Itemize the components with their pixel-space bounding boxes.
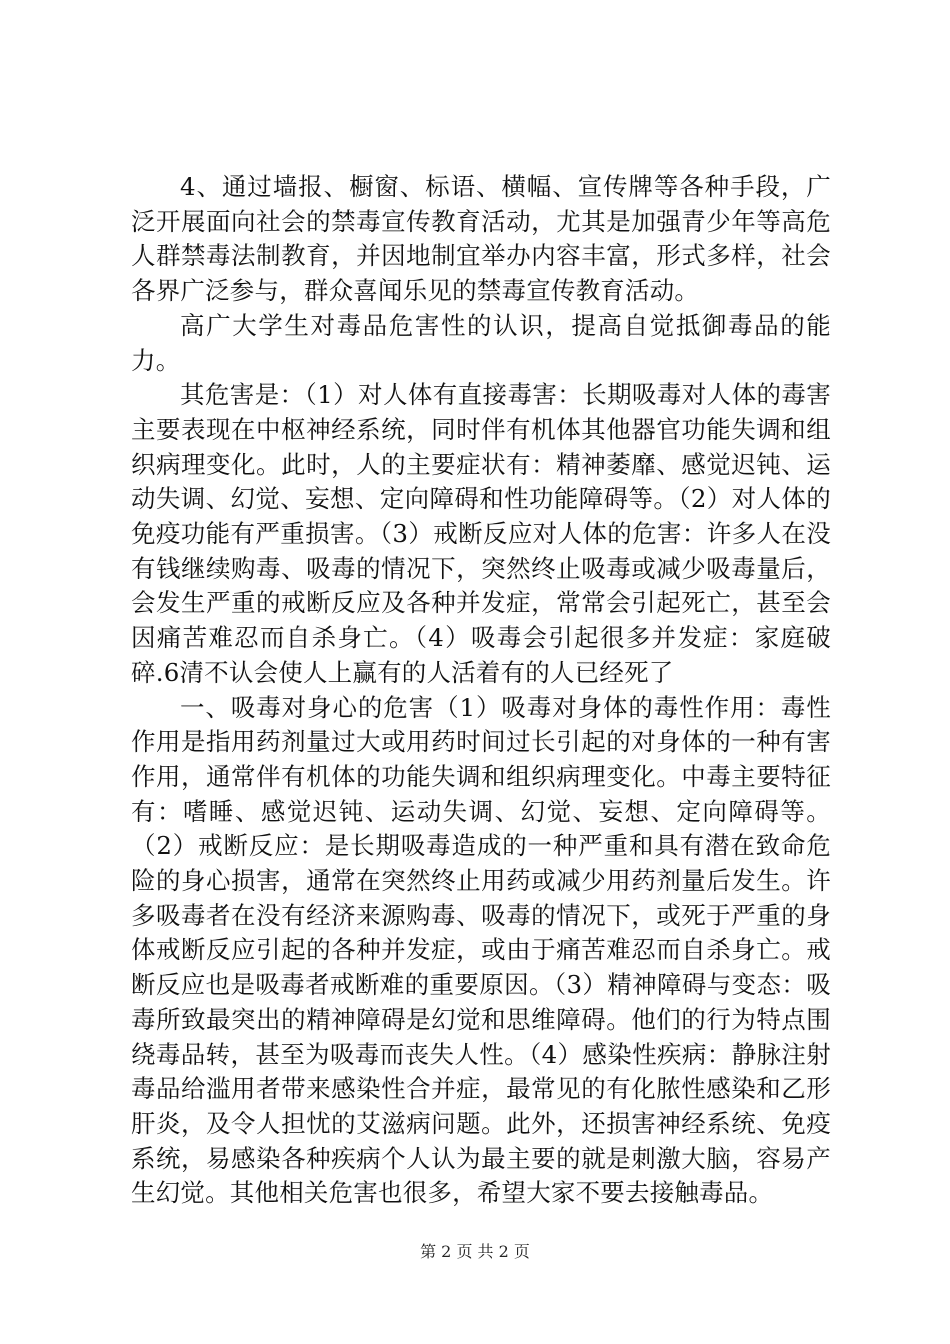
document-body [131,170,831,1211]
page-footer [0,1241,950,1263]
paragraph-publicity-activities: 4、通过墙报、橱窗、标语、横幅、宣传牌等各种手段，广泛开展面向社会的禁毒宣传教育活动，尤其是加强青少年等高危人群禁毒法制教育，并因地制宜举办内容丰富，形式多样，社会各界广泛参与，群众喜闻乐见的禁毒宣传教育活动。 [131,172,831,306]
page-number-label: 第 2 页 共 2 页 [420,1242,530,1261]
paragraph-physical-mental-harms: 一、吸毒对身心的危害（1）吸毒对身体的毒性作用：毒性作用是指用药剂量过大或用药时间过长引起的对身体的一种有害作用，通常伴有机体的功能失调和组织病理变化。中毒主要特征有：嗜睡、感觉迟钝、运动失调、幻觉、妄想、定向障碍等。（2）戒断反应：是长期吸毒造成的一种严重和具有潜在致命危险的身心损害，通常在突然终止用药或减少用药剂量后发生。许多吸毒者在没有经济来源购毒、吸毒的情况下，或死于严重的身体戒断反应引起的各种并发症，或由于痛苦难忍而自杀身亡。戒断反应也是吸毒者戒断难的重要原因。（3）精神障碍与变态：吸毒所致最突出的精神障碍是幻觉和思维障碍。他们的行为特点围绕毒品转，甚至为吸毒而丧失人性。（4）感染性疾病：静脉注射毒品给滥用者带来感染性合并症，最常见的有化脓性感染和乙形肝炎，及令人担忧的艾滋病问题。此外，还损害神经系统、免疫系统，易感染各种疾病个人认为最主要的就是刺激大脑，容易产生幻觉。其他相关危害也很多，希望大家不要去接触毒品。 [131,692,831,1208]
paragraph-awareness: 高广大学生对毒品危害性的认识，提高自觉抵御毒品的能力。 [131,310,831,375]
paragraph-harms: 其危害是：（1）对人体有直接毒害：长期吸毒对人体的毒害主要表现在中枢神经系统，同时伴有机体其他器官功能失调和组织病理变化。此时，人的主要症状有：精神萎靡、感觉迟钝、运动失调、幻觉、妄想、定向障碍和性功能障碍等。（2）对人体的免疫功能有严重损害。（3）戒断反应对人体的危害：许多人在没有钱继续购毒、吸毒的情况下，突然终止吸毒或减少吸毒量后，会发生严重的戒断反应及各种并发症，常常会引起死亡，甚至会因痛苦难忍而自杀身亡。（4）吸毒会引起很多并发症：家庭破碎.6清不认会使人上赢有的人活着有的人已经死了 [131,380,831,687]
